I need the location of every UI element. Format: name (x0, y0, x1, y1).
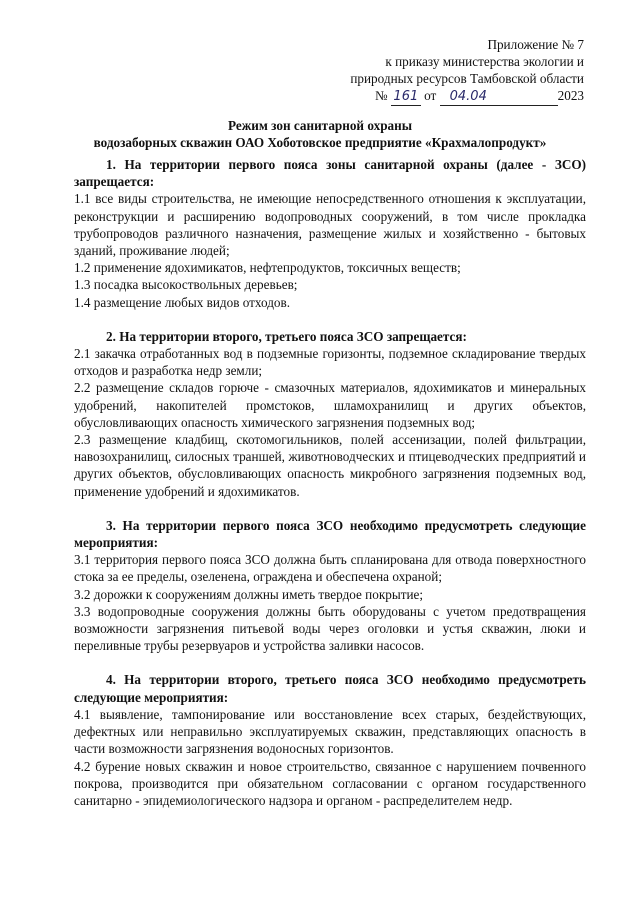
section-heading: 3. На территории первого пояса ЗСО необходимо предусмотреть следующие мероприятия: (74, 517, 586, 551)
title-line-2: водозаборных скважин ОАО Хоботовское предприятие «Крахмалопродукт» (93, 135, 547, 150)
list-item: 4.1 выявление, тампонирование или восстановление всех старых, бездействующих, дефектных или неправильно эксплуатируемых скважин, представляющих опасность в части возможности загрязнения водоносных горизонтов. (74, 706, 586, 757)
document-body (74, 156, 586, 809)
annex-order-line: к приказу министерства экологии и (385, 54, 584, 69)
from-label: от (424, 88, 437, 103)
list-item: 2.3 размещение кладбищ, скотомогильников, полей ассенизации, полей фильтрации, навозохранилищ, силосных траншей, животноводческих и птицеводческих предприятий и других объектов, обусловливающих опасность микробного загрязнения подземных вод, применение удобрений и ядохимикатов. (74, 432, 586, 499)
annex-header (350, 36, 584, 106)
list-item: 2.2 размещение складов горюче - смазочных материалов, ядохимикатов и минеральных удобрений, накопителей промстоков, шламохранилищ и других объектов, обусловливающих опасность химического загрязнения подземных вод; (74, 380, 586, 430)
list-item: 1.1 все виды строительства, не имеющие непосредственного отношения к эксплуатации, реконструкции и расширению водопроводных сооружений, в том числе прокладка трубопроводов различного назначения, размещение жилых и хозяйственно - бытовых зданий, проживание людей; (74, 191, 586, 259)
order-date: 04.04 (440, 88, 558, 106)
section-1 (74, 156, 586, 311)
list-item: 1.3 посадка высокоствольных деревьев; (74, 277, 298, 293)
list-item: 2.1 закачка отработанных вод в подземные горизонты, подземное складирование твердых отходов и разработка недр земли; (74, 346, 586, 379)
section-2 (74, 328, 586, 500)
document-title (0, 117, 640, 151)
annex-ministry-line: природных ресурсов Тамбовской области (350, 71, 584, 86)
annex-title: Приложение № 7 (487, 37, 584, 52)
section-heading: 2. На территории второго, третьего пояса ЗСО запрещается: (106, 328, 467, 344)
annex-number-date-line (350, 87, 584, 106)
list-item: 1.2 применение ядохимикатов, нефтепродуктов, токсичных веществ; (74, 260, 461, 276)
section-4 (74, 671, 586, 809)
list-item: 4.2 бурение новых скважин и новое строительство, связанное с нарушением почвенного покрова, производится при обязательном согласовании с органом государственного санитарно - эпидемиологического надзора и органом - распределителем недр. (74, 758, 586, 808)
number-label: № (374, 88, 388, 103)
order-number: 161 (391, 88, 421, 106)
list-item: 3.3 водопроводные сооружения должны быть оборудованы с учетом предотвращения возможности загрязнения питьевой воды через оголовки и устья скважин, люки и переливные трубы резервуаров и устройства заливки насосов. (74, 603, 586, 654)
section-heading: 1. На территории первого пояса зоны санитарной охраны (далее - ЗСО) запрещается: (74, 157, 586, 190)
title-line-1: Режим зон санитарной охраны (227, 118, 413, 133)
section-heading: 4. На территории второго, третьего пояса ЗСО необходимо предусмотреть следующие мероприятия: (74, 672, 586, 705)
section-3 (74, 517, 586, 655)
list-item: 1.4 размещение любых видов отходов. (74, 294, 291, 310)
list-item: 3.2 дорожки к сооружениям должны иметь твердое покрытие; (74, 586, 424, 602)
list-item: 3.1 территория первого пояса ЗСО должна быть спланирована для отвода поверхностного стока за ее пределы, озеленена, ограждена и обеспечена охраной; (74, 552, 586, 585)
order-year: 2023 (557, 88, 584, 103)
